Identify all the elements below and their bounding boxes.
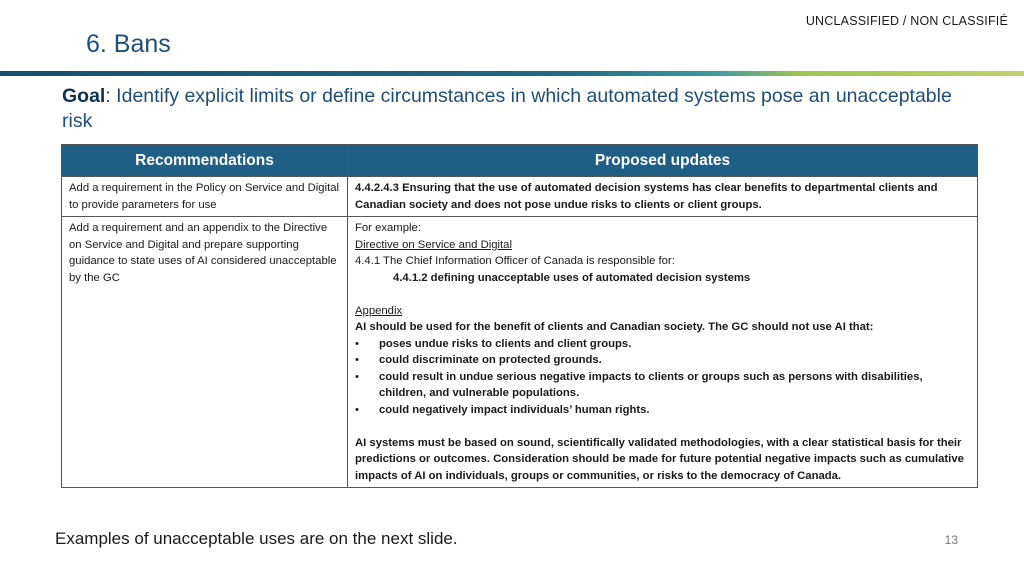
list-item: • could negatively impact individuals’ human rights. bbox=[355, 402, 970, 419]
proposed-update-cell: 4.4.2.4.3 Ensuring that the use of automated decision systems has clear benefits to departmental clients and Canadian society and does not pose undue risks to clients or client groups. bbox=[348, 177, 978, 217]
slide-title: 6. Bans bbox=[86, 30, 171, 58]
subclause-text: 4.4.1.2 defining unacceptable uses of automated decision systems bbox=[393, 271, 751, 284]
for-example-text: For example: bbox=[355, 222, 421, 234]
table-row bbox=[62, 177, 978, 217]
recommendations-table bbox=[61, 144, 978, 488]
page-number: 13 bbox=[944, 533, 958, 547]
title-rule-divider bbox=[0, 71, 1024, 76]
footer-note: Examples of unacceptable uses are on the next slide. bbox=[55, 529, 458, 548]
appendix-intro: AI should be used for the benefit of clients and Canadian society. The GC should not use AI that: bbox=[355, 321, 874, 333]
goal-text: : Identify explicit limits or define circumstances in which automated systems pose an unacceptable risk bbox=[62, 85, 952, 132]
proposed-update-cell bbox=[348, 217, 978, 488]
list-item: • poses undue risks to clients and client groups. bbox=[355, 336, 970, 353]
list-item: • could discriminate on protected grounds. bbox=[355, 352, 970, 369]
table-header-row bbox=[62, 145, 978, 177]
classification-label: UNCLASSIFIED / NON CLASSIFIÉ bbox=[805, 14, 1008, 28]
table-row bbox=[62, 217, 978, 488]
header-recommendations: Recommendations bbox=[62, 145, 348, 177]
closing-paragraph: AI systems must be based on sound, scientifically validated methodologies, with a clear statistical basis for their predictions or outcomes. Consideration should be made for future potential negative impacts such as cumulative impacts of AI on individuals, groups or communities, or risks to the democracy of Canada. bbox=[355, 436, 964, 482]
appendix-bullet-list bbox=[355, 336, 970, 419]
goal-statement bbox=[62, 84, 962, 134]
recommendation-cell: Add a requirement and an appendix to the Directive on Service and Digital and prepare supporting guidance to state uses of AI considered unacceptable by the GC bbox=[62, 217, 348, 488]
list-item: • could result in undue serious negative impacts to clients or groups such as persons with disabilities, children, and vulnerable populations. bbox=[355, 369, 970, 402]
goal-label: Goal bbox=[62, 85, 106, 107]
directive-link[interactable]: Directive on Service and Digital bbox=[355, 238, 512, 251]
header-proposed-updates: Proposed updates bbox=[348, 145, 978, 177]
cio-clause: 4.4.1 The Chief Information Officer of Canada is responsible for: bbox=[355, 255, 675, 267]
appendix-link[interactable]: Appendix bbox=[355, 304, 403, 317]
recommendation-cell: Add a requirement in the Policy on Service and Digital to provide parameters for use bbox=[62, 177, 348, 217]
